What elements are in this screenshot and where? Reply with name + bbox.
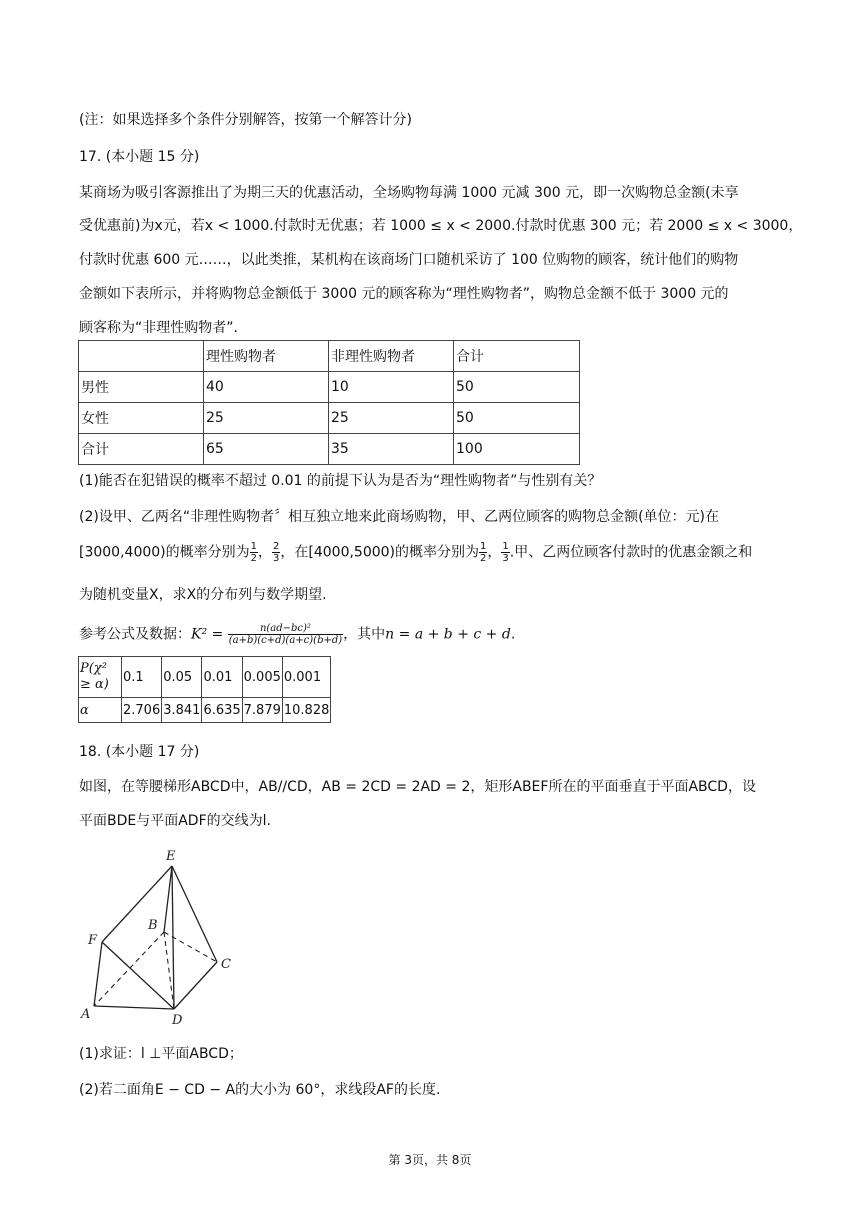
table-cell: 65	[204, 434, 329, 465]
edge-ba-hidden	[94, 932, 164, 1006]
numerator: n(ad−bc)²	[228, 623, 343, 635]
numerator: 1	[480, 541, 487, 552]
reference-formula-line	[79, 623, 515, 646]
denominator: 2	[250, 553, 258, 564]
fraction	[501, 541, 509, 564]
table-cell: 0.005	[242, 657, 282, 698]
text-span: 参考公式及数据：	[79, 626, 191, 643]
table-cell: 合计	[79, 434, 204, 465]
table-cell: 25	[329, 403, 454, 434]
denominator: 3	[502, 553, 509, 564]
table-row	[79, 403, 580, 434]
edge-fd	[102, 942, 174, 1009]
table-row	[79, 372, 580, 403]
note-line: (注：如果选择多个条件分别解答，按第一个解答计分)	[79, 112, 412, 128]
q17-subquestion-2-line-2: [3000,4000)的概率分别为 $\frac{1}{2}$ ， $\frac{2}{3}$ ，在[4000,5000)的概率分别为 $\frac{1}{2}$ ， $\frac{1}{3}$ .甲、乙两位顾客付款时的优惠金额之和	[79, 541, 753, 564]
q18-subquestion-2: (2)若二面角E − CD − A的大小为 60°，求线段AF的长度.	[79, 1082, 441, 1098]
table-cell	[79, 657, 122, 698]
table-cell: 10	[329, 372, 454, 403]
edge-fa	[94, 942, 102, 1006]
edge-eb	[164, 866, 172, 932]
vertex-label-d: D	[172, 1013, 183, 1028]
table-header-row	[79, 341, 580, 372]
numerator: 1	[502, 541, 509, 552]
fraction	[250, 541, 258, 564]
q17-header: 17. (本小题 15 分)	[79, 149, 200, 165]
text-span: ，其中	[343, 626, 386, 643]
table-cell: 50	[454, 403, 580, 434]
table-cell: 35	[329, 434, 454, 465]
q18-subquestion-1: (1)求证：l ⊥平面ABCD；	[79, 1046, 243, 1062]
q17-paragraph-line-4: 金额如下表所示，并将购物总金额低于 3000 元的顾客称为“理性购物者”，购物总金额不低于 3000 元的	[79, 286, 729, 302]
text-span: ≥ α)	[80, 677, 109, 692]
edge-cd	[174, 962, 217, 1009]
q17-paragraph-line-1: 某商场为吸引客源推出了为期三天的优惠活动，全场购物每满 1000 元减 300 元，即一次购物总金额(未享	[79, 185, 739, 201]
formula-lhs: K² =	[191, 626, 228, 643]
table-cell: 合计	[454, 341, 580, 372]
table-cell: 男性	[79, 372, 204, 403]
denominator: 2	[480, 553, 487, 564]
q17-subquestion-2-line-3: 为随机变量X，求X的分布列与数学期望.	[79, 587, 327, 603]
table-cell: 40	[204, 372, 329, 403]
vertex-label-f: F	[88, 933, 98, 948]
edge-ad	[94, 1006, 174, 1009]
q17-paragraph-line-2: 受优惠前)为x元，若x < 1000.付款时无优惠；若 1000 ≤ x < 2000.付款时优惠 300 元；若 2000 ≤ x < 3000，	[79, 218, 803, 234]
edge-ef	[102, 866, 172, 942]
edge-bc-hidden	[164, 932, 217, 962]
formula-n: n = a + b + c + d	[385, 626, 511, 643]
table-cell: 100	[454, 434, 580, 465]
vertex-label-c: C	[221, 957, 231, 972]
table-row	[79, 434, 580, 465]
table-row	[79, 698, 331, 723]
table-cell: 10.828	[282, 698, 331, 723]
table-cell: 女性	[79, 403, 204, 434]
table-cell: 非理性购物者	[329, 341, 454, 372]
formula-fraction	[228, 623, 343, 646]
denominator: 3	[273, 553, 280, 564]
table-cell: 0.001	[282, 657, 331, 698]
geometry-figure	[78, 842, 248, 1028]
q17-subquestion-1: (1)能否在犯错误的概率不超过 0.01 的前提下认为是否为“理性购物者”与性别有关？	[79, 473, 602, 489]
denominator: (a+b)(c+d)(a+c)(b+d)	[228, 635, 343, 646]
table-cell: 0.05	[162, 657, 202, 698]
table-cell: 50	[454, 372, 580, 403]
table-cell: 0.01	[202, 657, 242, 698]
numerator: 2	[273, 541, 280, 552]
page-footer: 第 3页，共 8页	[388, 1153, 472, 1167]
q17-paragraph-line-5: 顾客称为“非理性购物者”．	[79, 320, 248, 336]
q17-paragraph-line-3: 付款时优惠 600 元……，以此类推，某机构在该商场门口随机采访了 100 位购物的顾客，统计他们的购物	[79, 252, 739, 268]
vertex-label-b: B	[148, 918, 158, 933]
fraction	[479, 541, 487, 564]
q18-paragraph-line-1: 如图，在等腰梯形ABCD中，AB//CD，AB = 2CD = 2AD = 2，矩形ABEF所在的平面垂直于平面ABCD，设	[79, 779, 756, 795]
vertex-label-a: A	[81, 1007, 91, 1022]
q17-subquestion-2-line-1: (2)设甲、乙两名“非理性购物者〞相互独立地来此商场购物，甲、乙两位顾客的购物总金额(单位：元)在	[79, 509, 720, 525]
q18-header: 18. (本小题 17 分)	[79, 744, 200, 760]
text-span: [3000,4000)的概率分别为	[79, 544, 250, 561]
table-cell: 2.706	[122, 698, 162, 723]
text-span: .甲、乙两位顾客付款时的优惠金额之和	[509, 544, 753, 561]
table-cell	[79, 341, 204, 372]
table-cell: 0.1	[122, 657, 162, 698]
numerator: 1	[250, 541, 258, 552]
table-cell: 理性购物者	[204, 341, 329, 372]
edge-ec	[172, 866, 217, 962]
text-span: .	[510, 626, 516, 643]
table-cell: 3.841	[162, 698, 202, 723]
table-cell: 7.879	[242, 698, 282, 723]
shopper-gender-table	[78, 340, 580, 465]
table-cell: 25	[204, 403, 329, 434]
table-row	[79, 657, 331, 698]
vertex-label-e: E	[166, 849, 176, 864]
text-span: ，在[4000,5000)的概率分别为	[280, 544, 480, 561]
chi-square-critical-table	[78, 656, 331, 723]
table-cell: 6.635	[202, 698, 242, 723]
text-span: P(χ²	[80, 661, 107, 676]
table-cell: α	[79, 698, 122, 723]
q18-paragraph-line-2: 平面BDE与平面ADF的交线为l.	[79, 813, 271, 829]
